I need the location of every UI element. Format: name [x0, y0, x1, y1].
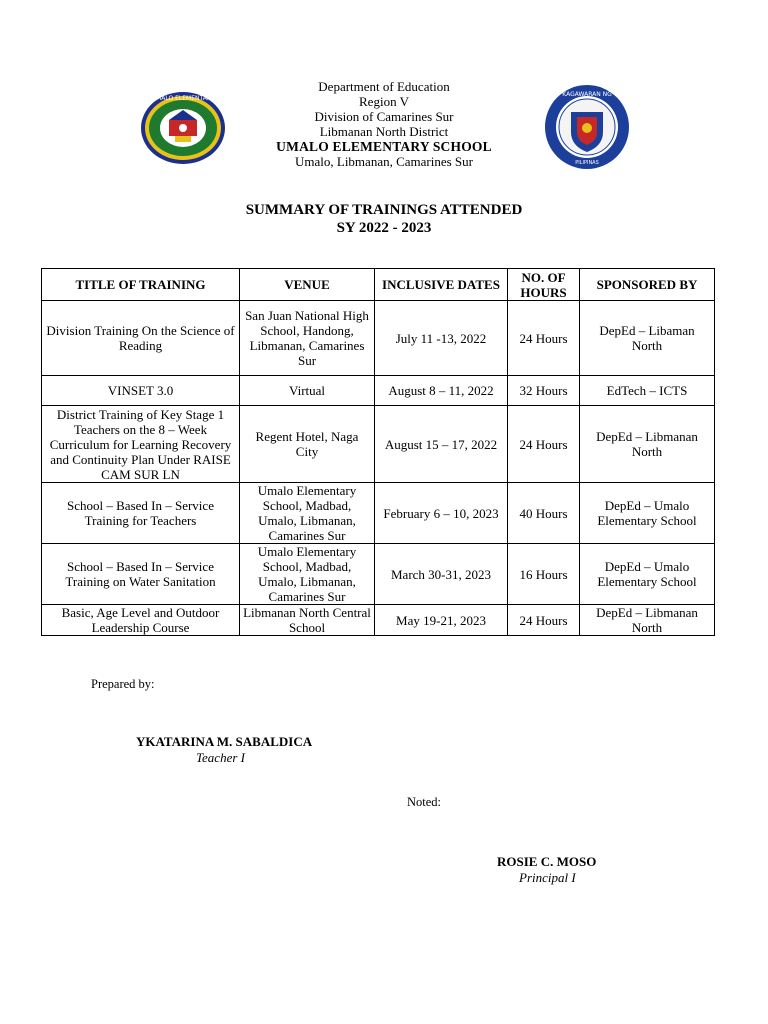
header-line-division: Division of Camarines Sur [314, 109, 454, 124]
table-row [42, 544, 715, 605]
cell-hours: 24 Hours [508, 605, 580, 636]
cell-dates: August 8 – 11, 2022 [375, 376, 508, 406]
cell-hours: 16 Hours [508, 544, 580, 605]
header-line-deped: Department of Education [318, 79, 450, 94]
cell-title: School – Based In – Service Training for Teachers [42, 483, 240, 544]
cell-sponsor: DepEd – Libmanan North [580, 406, 715, 483]
cell-title: VINSET 3.0 [42, 376, 240, 406]
cell-title: Basic, Age Level and Outdoor Leadership Course [42, 605, 240, 636]
school-address: Umalo, Libmanan, Camarines Sur [295, 154, 473, 169]
svg-text:PILIPINAS: PILIPINAS [575, 160, 599, 166]
document-title: SUMMARY OF TRAININGS ATTENDED [245, 202, 523, 218]
cell-venue: San Juan National High School, Handong, Libmanan, Camarines Sur [240, 301, 375, 376]
prepared-by-position: Teacher I [196, 750, 245, 765]
header-no-of-hours: NO. OF HOURS [508, 269, 580, 301]
cell-sponsor: DepEd – Umalo Elementary School [580, 483, 715, 544]
school-year: SY 2022 - 2023 [336, 220, 432, 236]
header-title-of-training: TITLE OF TRAINING [42, 269, 240, 301]
cell-venue: Umalo Elementary School, Madbad, Umalo, Libmanan, Camarines Sur [240, 544, 375, 605]
header-venue: VENUE [240, 269, 375, 301]
cell-sponsor: EdTech – ICTS [580, 376, 715, 406]
cell-venue: Regent Hotel, Naga City [240, 406, 375, 483]
svg-text:UMALO ELEMENTARY: UMALO ELEMENTARY [151, 95, 215, 102]
cell-venue: Virtual [240, 376, 375, 406]
cell-dates: July 11 -13, 2022 [375, 301, 508, 376]
noted-signatory [497, 854, 596, 886]
cell-title: School – Based In – Service Training on Water Sanitation [42, 544, 240, 605]
table-row [42, 301, 715, 376]
cell-dates: May 19-21, 2023 [375, 605, 508, 636]
cell-sponsor: DepEd – Libmanan North [580, 605, 715, 636]
prepared-by-signatory [136, 734, 312, 766]
cell-title: Division Training On the Science of Reading [42, 301, 240, 376]
cell-dates: March 30-31, 2023 [375, 544, 508, 605]
cell-hours: 32 Hours [508, 376, 580, 406]
header-line-region: Region V [359, 94, 409, 109]
noted-position: Principal I [519, 870, 576, 885]
letterhead [200, 79, 568, 169]
table-row [42, 376, 715, 406]
prepared-by-label: Prepared by: [91, 677, 155, 691]
trainings-table [41, 268, 715, 636]
header-inclusive-dates: INCLUSIVE DATES [375, 269, 508, 301]
header-sponsored-by: SPONSORED BY [580, 269, 715, 301]
cell-dates: February 6 – 10, 2023 [375, 483, 508, 544]
cell-venue: Umalo Elementary School, Madbad, Umalo, Libmanan, Camarines Sur [240, 483, 375, 544]
cell-venue: Libmanan North Central School [240, 605, 375, 636]
cell-title: District Training of Key Stage 1 Teachers on the 8 – Week Curriculum for Learning Recovery and Continuity Plan Under RAISE CAM SUR LN [42, 406, 240, 483]
noted-name: ROSIE C. MOSO [497, 854, 597, 869]
cell-hours: 24 Hours [508, 406, 580, 483]
table-header-row [42, 269, 715, 301]
cell-sponsor: DepEd – Libaman North [580, 301, 715, 376]
cell-sponsor: DepEd – Umalo Elementary School [580, 544, 715, 605]
svg-text:KAGAWARAN NG: KAGAWARAN NG [562, 91, 612, 98]
table-row [42, 605, 715, 636]
cell-hours: 24 Hours [508, 301, 580, 376]
header-line-district: Libmanan North District [319, 124, 449, 139]
noted-label: Noted: [407, 795, 442, 809]
table-row [42, 483, 715, 544]
cell-dates: August 15 – 17, 2022 [375, 406, 508, 483]
table-row [42, 406, 715, 483]
cell-hours: 40 Hours [508, 483, 580, 544]
school-name: UMALO ELEMENTARY SCHOOL [276, 139, 492, 154]
prepared-by-name: YKATARINA M. SABALDICA [136, 734, 313, 749]
